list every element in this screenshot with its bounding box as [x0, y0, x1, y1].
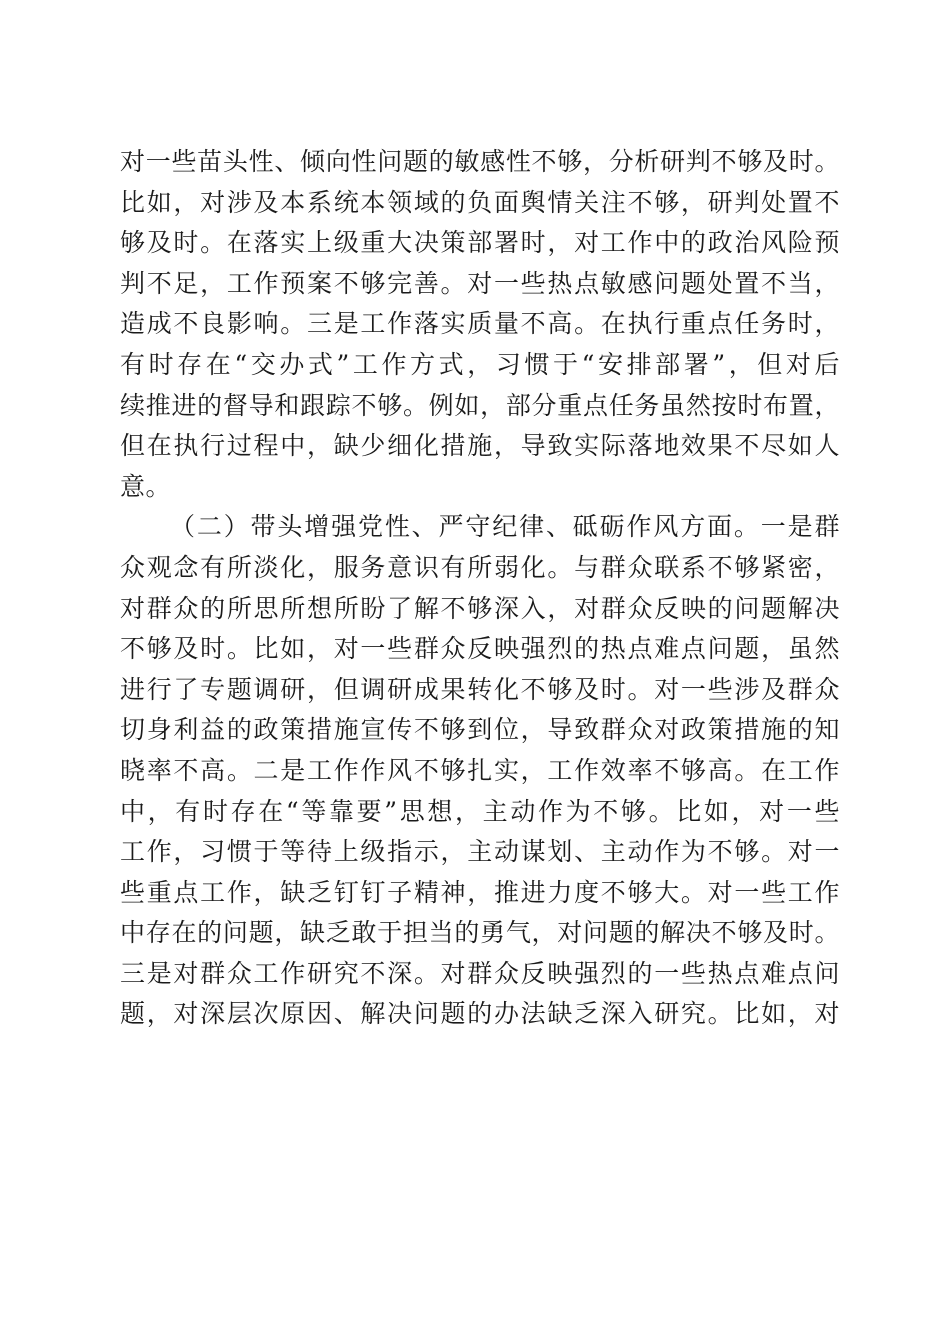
text-line-16: 晓率不高。二是工作作风不够扎实，工作效率不够高。在工作 [120, 755, 840, 785]
text-line-21: 三是对群众工作研究不深。对群众反映强烈的一些热点难点问 [120, 958, 840, 988]
text-line-2: 比如，对涉及本系统本领域的负面舆情关注不够，研判处置不 [120, 187, 840, 217]
text-line-9: 意。 [120, 471, 172, 501]
text-line-19: 些重点工作，缺乏钉钉子精神，推进力度不够大。对一些工作 [120, 877, 840, 907]
text-line-22: 题，对深层次原因、解决问题的办法缺乏深入研究。比如，对 [120, 999, 840, 1029]
text-line-3: 够及时。在落实上级重大决策部署时，对工作中的政治风险预 [120, 228, 840, 258]
text-line-7: 续推进的督导和跟踪不够。例如，部分重点任务虽然按时布置， [120, 390, 840, 420]
text-line-20: 中存在的问题，缺乏敢于担当的勇气，对问题的解决不够及时。 [120, 918, 840, 948]
text-line-4: 判不足，工作预案不够完善。对一些热点敏感问题处置不当， [120, 268, 840, 298]
section-heading-line: （二）带头增强党性、严守纪律、砥砺作风方面。一是群 [170, 512, 840, 542]
text-line-1: 对一些苗头性、倾向性问题的敏感性不够，分析研判不够及时。 [120, 147, 840, 176]
text-line-13: 不够及时。比如，对一些群众反映强烈的热点难点问题，虽然 [120, 634, 840, 664]
text-line-12: 对群众的所思所想所盼了解不够深入，对群众反映的问题解决 [120, 593, 840, 623]
text-line-8: 但在执行过程中，缺少细化措施，导致实际落地效果不尽如人 [120, 431, 840, 461]
text-line-11: 众观念有所淡化，服务意识有所弱化。与群众联系不够紧密， [120, 552, 840, 582]
text-line-6: 有时存在“交办式”工作方式，习惯于“安排部署”，但对后 [120, 349, 840, 379]
document-body [120, 142, 840, 1035]
text-line-14: 进行了专题调研，但调研成果转化不够及时。对一些涉及群众 [120, 674, 840, 704]
text-line-18: 工作，习惯于等待上级指示，主动谋划、主动作为不够。对一 [120, 837, 840, 867]
text-line-17: 中，有时存在“等靠要”思想，主动作为不够。比如，对一些 [120, 796, 840, 826]
text-line-5: 造成不良影响。三是工作落实质量不高。在执行重点任务时， [120, 309, 840, 339]
text-line-15: 切身利益的政策措施宣传不够到位，导致群众对政策措施的知 [120, 715, 840, 745]
